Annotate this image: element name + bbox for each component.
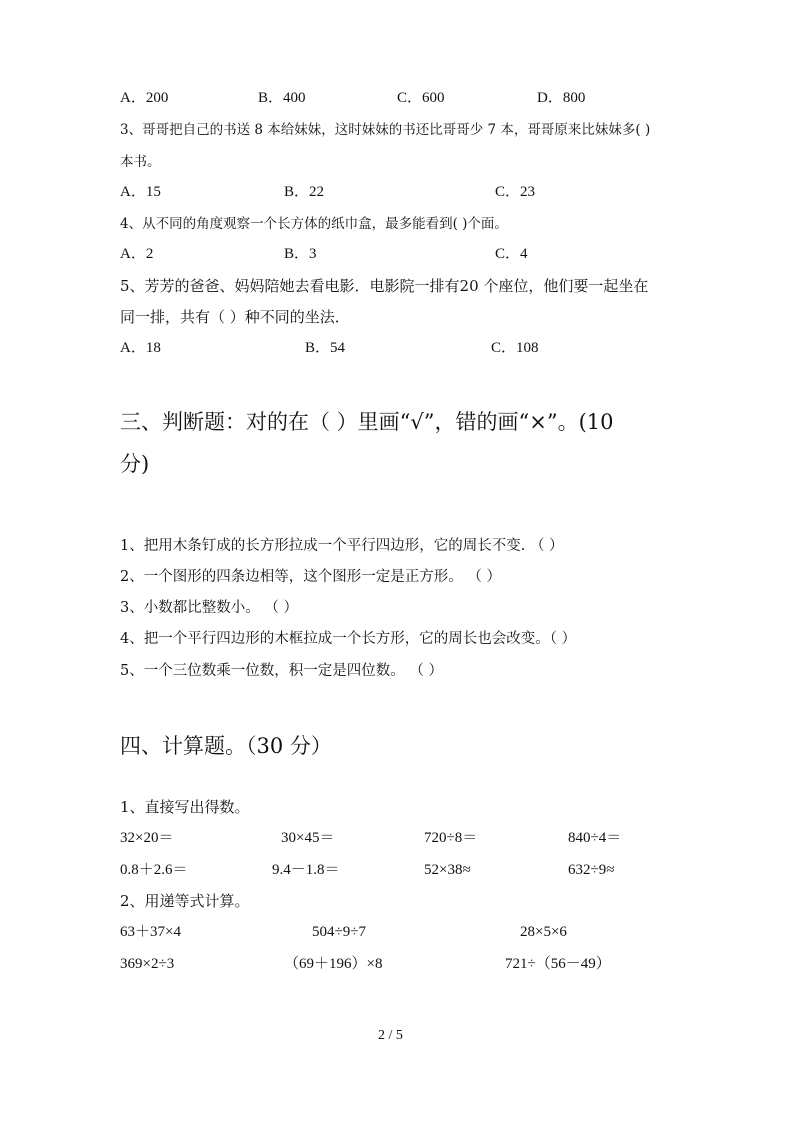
- q3-option-c: C．23: [495, 184, 536, 200]
- calc-2-2: 9.4－1.8＝: [272, 862, 340, 878]
- q4-option-c: C．4: [495, 246, 528, 262]
- section4-sub2: 2、用递等式计算。: [120, 892, 250, 910]
- calc-2-3: 52×38≈: [424, 862, 471, 878]
- q3-option-b: B．22: [284, 184, 325, 200]
- calc-3-1: 63＋37×4: [120, 924, 181, 940]
- calc-2-1: 0.8＋2.6＝: [120, 862, 188, 878]
- q5-option-c: C．108: [491, 340, 539, 356]
- q4-option-b: B．3: [284, 246, 317, 262]
- q5-text-line2: 同一排，共有（ ）种不同的坐法．: [120, 308, 350, 326]
- calc-4-3: 721÷（56－49）: [505, 956, 611, 972]
- q3-text-line1: 3、哥哥把自己的书送 8 本给妹妹，这时妹妹的书还比哥哥少 7 本，哥哥原来比妹妹多( ): [120, 122, 651, 138]
- q5-text-line1: 5、芳芳的爸爸、妈妈陪她去看电影．电影院一排有20 个座位，他们要一起坐在: [120, 277, 649, 295]
- q5-option-b: B．54: [305, 340, 346, 356]
- section4-title: 四、计算题。（30 分）: [120, 734, 332, 758]
- section3-item-2: 2、一个图形的四条边相等，这个图形一定是正方形。 （ ）: [120, 569, 501, 585]
- q3-text-line2: 本书。: [120, 154, 161, 170]
- calc-3-2: 504÷9÷7: [312, 924, 366, 940]
- q2-option-b: B．400: [258, 90, 306, 106]
- calc-4-2: （69＋196）×8: [284, 956, 383, 972]
- section3-item-3: 3、小数都比整数小。 （ ）: [120, 600, 298, 616]
- q3-option-a: A．15: [120, 184, 161, 200]
- section3-item-5: 5、一个三位数乘一位数，积一定是四位数。 （ ）: [120, 663, 443, 679]
- calc-1-1: 32×20＝: [120, 830, 174, 846]
- calc-1-3: 720÷8＝: [424, 830, 478, 846]
- q2-option-d: D．800: [537, 90, 586, 106]
- page-number: 2 / 5: [378, 1028, 403, 1043]
- q4-option-a: A．2: [120, 246, 154, 262]
- section3-item-4: 4、把一个平行四边形的木框拉成一个长方形，它的周长也会改变。（ ）: [120, 631, 577, 647]
- section4-sub1: 1、直接写出得数。: [120, 798, 250, 816]
- calc-3-3: 28×5×6: [520, 924, 567, 940]
- calc-1-4: 840÷4＝: [568, 830, 622, 846]
- q2-option-c: C．600: [397, 90, 445, 106]
- section3-title-line2: 分): [120, 452, 150, 476]
- section3-item-1: 1、把用木条钉成的长方形拉成一个平行四边形，它的周长不变. （ ）: [120, 538, 564, 554]
- q5-option-a: A．18: [120, 340, 161, 356]
- q4-text: 4、从不同的角度观察一个长方体的纸巾盒，最多能看到( )个面。: [120, 216, 508, 232]
- calc-1-2: 30×45＝: [281, 830, 335, 846]
- q2-option-a: A．200: [120, 90, 169, 106]
- section3-title-line1: 三、判断题：对的在（ ）里画“√”，错的画“×”。(10: [120, 410, 614, 434]
- calc-2-4: 632÷9≈: [568, 862, 615, 878]
- calc-4-1: 369×2÷3: [120, 956, 175, 972]
